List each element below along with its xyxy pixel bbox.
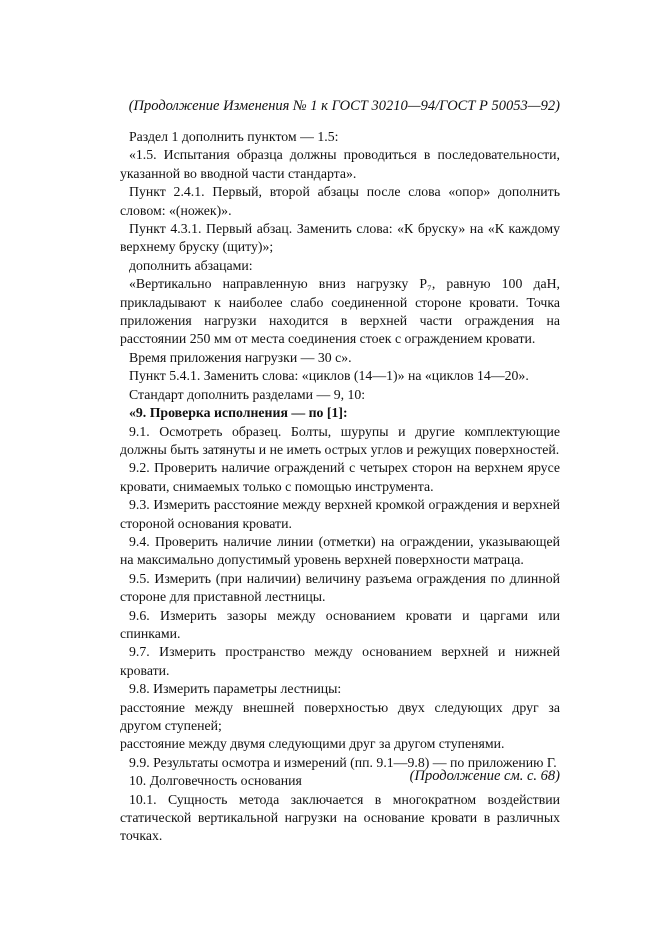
paragraph: 9.2. Проверить наличие ограждений с четырех сторон на верхнем ярусе кровати, снимаемых только с помощью инструмента. xyxy=(120,460,560,494)
paragraph: Пункт 4.3.1. Первый абзац. Заменить слова: «К бруску» на «К каждому верхнему бруску (щиту)»; xyxy=(120,221,560,255)
paragraph: Стандарт дополнить разделами — 9, 10: xyxy=(129,386,366,402)
paragraph: Раздел 1 дополнить пунктом — 1.5: xyxy=(129,129,339,144)
document-body xyxy=(120,128,560,846)
paragraph: расстояние между внешней поверхностью двух следующих друг за другом ступеней; xyxy=(120,699,560,733)
paragraph: 9.6. Измерить зазоры между основанием кровати и царгами или спинками. xyxy=(120,607,560,641)
page-header: (Продолжение Изменения № 1 к ГОСТ 30210—94/ГОСТ Р 50053—92) xyxy=(128,98,560,114)
paragraph: дополнить абзацами: xyxy=(129,257,253,273)
page-footer: (Продолжение см. с. 68) xyxy=(409,768,560,784)
paragraph: «1.5. Испытания образца должны проводиться в последовательности, указанной во вводной части стандарта». xyxy=(120,147,560,181)
section-heading: 10. Долговечность основания xyxy=(129,773,302,789)
paragraph: Пункт 2.4.1. Первый, второй абзацы после слова «опор» дополнить словом: «(ножек)». xyxy=(120,184,560,218)
section-heading: «9. Проверка исполнения — по [1]: xyxy=(129,405,348,421)
paragraph: 9.1. Осмотреть образец. Болты, шурупы и другие комплектующие должны быть затянуты и не иметь острых углов и режущих поверхностей. xyxy=(120,423,560,457)
paragraph: 9.5. Измерить (при наличии) величину разъема ограждения по длинной стороне для приставной лестницы. xyxy=(120,570,560,605)
paragraph: 9.4. Проверить наличие линии (отметки) на ограждении, указывающей на максимально допустимый уровень верхней поверхности матраца. xyxy=(120,533,560,568)
paragraph: 9.3. Измерить расстояние между верхней кромкой ограждения и верхней стороной основания кровати. xyxy=(120,497,560,531)
paragraph: 9.7. Измерить пространство между основанием верхней и нижней кровати. xyxy=(120,644,560,678)
paragraph: 10.1. Сущность метода заключается в многократном воздействии статической вертикальной нагрузки на основание кровати в различных точках. xyxy=(120,791,560,844)
paragraph: 9.9. Результаты осмотра и измерений (пп. 9.1—9.8) — по приложению Г. xyxy=(129,754,557,770)
paragraph: расстояние между двумя следующими друг за другом ступенями. xyxy=(120,736,505,752)
paragraph: Время приложения нагрузки — 30 с». xyxy=(129,349,352,365)
paragraph: «Вертикально направленную вниз нагрузку P₇, равную 100 даН, прикладывают к наиболее слабо соединенной стороне кровати. Точка приложения нагрузки находится в верхней части ограждения на расстоянии 250 мм от места соединения стоек с ограждением кровати. xyxy=(120,276,560,347)
paragraph: 9.8. Измерить параметры лестницы: xyxy=(129,681,342,697)
paragraph: Пункт 5.4.1. Заменить слова: «циклов (14—1)» на «циклов 14—20». xyxy=(129,368,529,384)
